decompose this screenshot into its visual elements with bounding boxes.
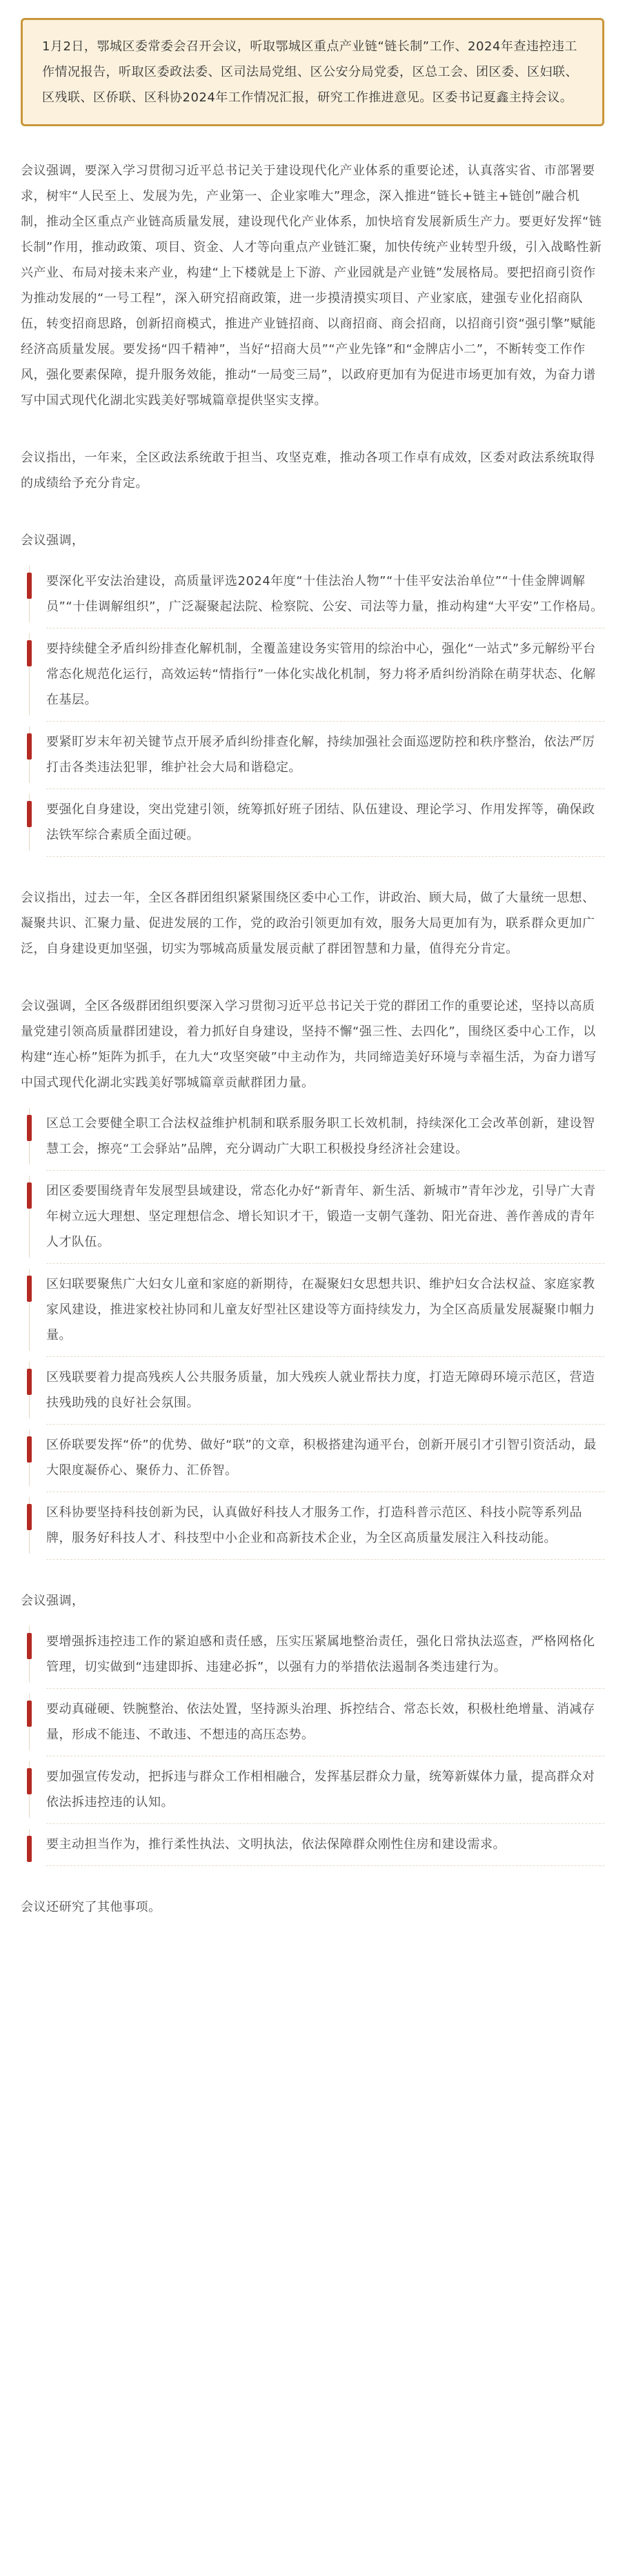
list-item-text: 要动真碰硬、铁腕整治、依法处置，坚持源头治理、拆控结合、常态长效，积极杜绝增量、消减存量，形成不能违、不敢违、不想违的高压态势。 — [46, 1702, 595, 1742]
list-item-text: 要深化平安法治建设，高质量评选2024年度“十佳法治人物”“十佳平安法治单位”“十佳金牌调解员”“十佳调解组织”，广泛凝聚起法院、检察院、公安、司法等力量，推动构建“大平安”工作格局。 — [46, 574, 604, 614]
list-item-text: 要主动担当作为，推行柔性执法、文明执法，依法保障群众刚性住房和建设需求。 — [46, 1837, 506, 1852]
list-item-text: 要紧盯岁末年初关键节点开展矛盾纠纷排查化解，持续加强社会面巡逻防控和秩序整治，依法严厉打击各类违法犯罪，维护社会大局和谐稳定。 — [46, 735, 595, 775]
list-marker — [27, 573, 32, 599]
list-marker — [27, 1182, 32, 1209]
list-item — [29, 1429, 604, 1486]
list-item — [29, 1497, 604, 1554]
list-illegal-construction — [21, 1626, 604, 1860]
list-political-legal — [21, 566, 604, 851]
list-item — [29, 1269, 604, 1351]
list-marker — [27, 1436, 32, 1463]
list-marker — [27, 1504, 32, 1530]
list-item — [29, 794, 604, 851]
intro-box — [21, 18, 604, 126]
item-divider — [46, 1559, 604, 1560]
list-item — [29, 633, 604, 715]
list-marker — [27, 1701, 32, 1727]
paragraph-mass-organizations-summary: 会议指出，过去一年，全区各群团组织紧紧围绕区委中心工作，讲政治、顾大局，做了大量统一思想、凝聚共识、汇聚力量、促进发展的工作，党的政治引领更加有效，服务大局更加有为，联系群众更加广泛，自身建设更加坚强，切实为鄂城高质量发展贡献了群团智慧和力量，值得充分肯定。 — [21, 891, 595, 956]
list-item-text: 要加强宣传发动，把拆违与群众工作相相融合，发挥基层群众力量，统筹新媒体力量，提高群众对依法拆违控违的认知。 — [46, 1770, 595, 1810]
item-divider — [46, 1170, 604, 1171]
item-divider — [46, 856, 604, 857]
item-divider — [46, 721, 604, 722]
item-divider — [46, 1263, 604, 1264]
list-item-text: 要增强拆违控违工作的紧迫感和责任感，压实压紧属地整治责任，强化日常执法巡查，严格网格化管理，切实做到“违建即拆、违建必拆”，以强有力的举措依法遏制各类违建行为。 — [46, 1634, 595, 1674]
list-item-text: 要强化自身建设，突出党建引领，统筹抓好班子团结、队伍建设、理论学习、作用发挥等，确保政法铁军综合素质全面过硬。 — [46, 802, 595, 842]
paragraph-industry-chain: 会议强调，要深入学习贯彻习近平总书记关于建设现代化产业体系的重要论述，认真落实省、市部署要求，树牢“人民至上、发展为先，产业第一、企业家唯大”理念，深入推进“链长+链主+链创”融合机制，推动全区重点产业链高质量发展，建设现代化产业体系，加快培育发展新质生产力。要更好发挥“链长制”作用，推动政策、项目、资金、人才等向重点产业链汇聚，加快传统产业转型升级，引入战略性新兴产业、布局对接未来产业，构建“上下楼就是上下游、产业园就是产业链”发展格局。要把招商引资作为推动发展的“一号工程”，深入研究招商政策，进一步摸清摸实项目、产业家底，建强专业化招商队伍，转变招商思路，创新招商模式，推进产业链招商、以商招商、商会招商，以招商引资“强引擎”赋能经济高质量发展。要发扬“四千精神”，当好“招商大员”“产业先锋”和“金牌店小二”，不断转变工作作风，强化要素保障，提升服务效能，推动“一局变三局”，以政府更加有为促进市场更加有效，为奋力谱写中国式现代化湖北实践美好鄂城篇章提供坚实支撑。 — [21, 164, 602, 408]
paragraph-emphasis-lead-2: 会议强调， — [21, 1594, 85, 1608]
list-item-text: 团区委要围绕青年发展型县域建设，常态化办好“新青年、新生活、新城市”青年沙龙，引导广大青年树立远大理想、坚定理想信念、增长知识才干，锻造一支朝气蓬勃、阳光奋进、善作善成的青年人才队伍。 — [46, 1184, 596, 1249]
paragraph-mass-organizations-emphasis: 会议强调，全区各级群团组织要深入学习贯彻习近平总书记关于党的群团工作的重要论述，坚持以高质量党建引领高质量群团建设，着力抓好自身建设，坚持不懈“强三性、去四化”，围绕区委中心工作，以构建“连心桥”矩阵为抓手，在九大“攻坚突破”中主动作为，共同缔造美好环境与幸福生活，为奋力谱写中国式现代化湖北实践美好鄂城篇章贡献群团力量。 — [21, 999, 597, 1090]
list-mass-organizations — [21, 1108, 604, 1554]
article — [0, 18, 625, 1920]
list-item-text: 区妇联要聚焦广大妇女儿童和家庭的新期待，在凝聚妇女思想共识、维护妇女合法权益、家庭家教家风建设，推进家校社协同和儿童友好型社区建设等方面持续发力，为全区高质量发展凝聚巾帼力量。 — [46, 1277, 595, 1343]
list-item — [29, 1626, 604, 1683]
item-divider — [46, 1823, 604, 1824]
paragraph-closing: 会议还研究了其他事项。 — [21, 1900, 161, 1914]
list-marker — [27, 640, 32, 666]
list-item — [29, 566, 604, 622]
list-marker — [27, 1768, 32, 1794]
list-marker — [27, 1115, 32, 1141]
list-item-text: 区侨联要发挥“侨”的优势、做好“联”的文章，积极搭建沟通平台，创新开展引才引智引资活动，最大限度凝侨心、聚侨力、汇侨智。 — [46, 1438, 597, 1478]
list-marker — [27, 1276, 32, 1302]
list-item — [29, 1829, 604, 1860]
list-item — [29, 1694, 604, 1750]
list-item-text: 要持续健全矛盾纠纷排查化解机制，全覆盖建设务实管用的综治中心，强化“一站式”多元解纷平台常态化规范化运行，高效运转“情指行”一体化实战化机制，努力将矛盾纠纷消除在萌芽状态、化解在基层。 — [46, 642, 596, 707]
list-item-text: 区科协要坚持科技创新为民，认真做好科技人才服务工作，打造科普示范区、科技小院等系列品牌，服务好科技人才、科技型中小企业和高新技术企业，为全区高质量发展注入科技动能。 — [46, 1505, 582, 1545]
list-marker — [27, 1836, 32, 1862]
list-marker — [27, 733, 32, 760]
list-item-text: 区残联要着力提高残疾人公共服务质量，加大残疾人就业帮扶力度，打造无障碍环境示范区，营造扶残助残的良好社会氛围。 — [46, 1370, 595, 1410]
list-item-text: 区总工会要健全职工合法权益维护机制和联系服务职工长效机制，持续深化工会改革创新，建设智慧工会，擦亮“工会驿站”品牌，充分调动广大职工积极投身经济社会建设。 — [46, 1116, 595, 1156]
list-item — [29, 1761, 604, 1818]
list-item — [29, 1362, 604, 1418]
list-item — [29, 726, 604, 783]
item-divider — [46, 1356, 604, 1357]
list-marker — [27, 1369, 32, 1395]
paragraph-emphasis-lead-1: 会议强调， — [21, 533, 85, 548]
list-marker — [27, 1633, 32, 1659]
list-item — [29, 1108, 604, 1165]
paragraph-political-legal-summary: 会议指出，一年来，全区政法系统敢于担当、攻坚克难，推动各项工作卓有成效，区委对政法系统取得的成绩给予充分肯定。 — [21, 450, 595, 491]
list-marker — [27, 801, 32, 827]
list-item — [29, 1176, 604, 1258]
intro-text: 1月2日，鄂城区委常委会召开会议，听取鄂城区重点产业链“链长制”工作、2024年查违控违工作情况报告，听取区委政法委、区司法局党组、区公安分局党委，区总工会、团区委、区妇联、区残联、区侨联、区科协2024年工作情况汇报，研究工作推进意见。区委书记夏鑫主持会议。 — [42, 39, 578, 105]
item-divider — [46, 1688, 604, 1689]
item-divider — [46, 1424, 604, 1425]
item-divider — [46, 1865, 604, 1866]
